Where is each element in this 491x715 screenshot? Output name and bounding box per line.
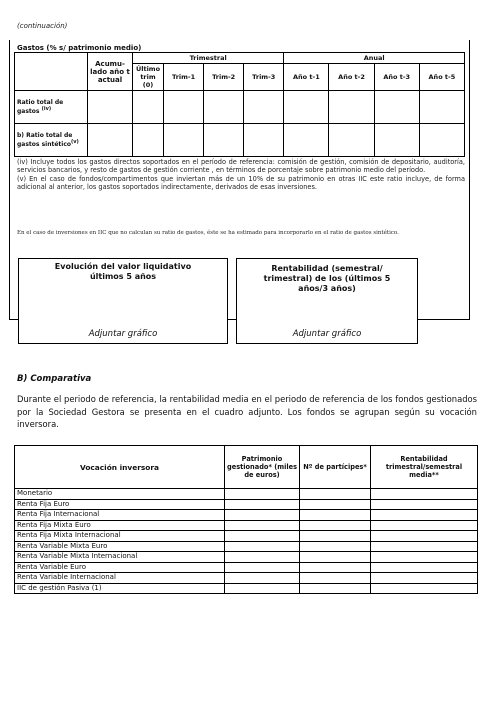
- expenses-title: Gastos (% s/ patrimonio medio): [17, 44, 142, 52]
- section-paragraph: Durante el periodo de referencia, la rentabilidad media en el periodo de referencia de los fondos gestionados por la Sociedad Gestora se presenta en el cuadro adjunto. Los fondos se agrupan según su vocación inversora.: [17, 394, 477, 429]
- table-row: Renta Fija Mixta Internacional: [15, 531, 478, 542]
- table-row: Renta Fija Internacional: [15, 510, 478, 521]
- note-v: (v) En el caso de fondos/compartimentos que inviertan más de un 10% de su patrimonio en otras IIC este ratio incluye, de forma adicional al anterior, los gastos soportados indirectamente, derivados de esas inversiones.: [17, 174, 465, 192]
- table-row: Renta Variable Mixta Internacional: [15, 552, 478, 563]
- note-iic: En el caso de inversiones en IIC que no calculan su ratio de gastos, éste se ha estimado para incorporarlo en el ratio de gastos sintético.: [17, 230, 399, 236]
- table-row: [15, 124, 465, 157]
- header-trim-2: Trim-2: [204, 64, 244, 91]
- table-row: Renta Variable Euro: [15, 562, 478, 573]
- col-participes: Nº de partícipes*: [300, 446, 371, 489]
- attach-chart-label: Adjuntar gráfico: [88, 329, 158, 339]
- header-year-1: Año t-1: [284, 64, 329, 91]
- notes-block: [17, 158, 465, 192]
- chart-box-value-title: Evolución del valor liquidativo últimos 5 años: [54, 262, 192, 281]
- header-blank: [15, 53, 88, 91]
- table-row: Monetario: [15, 489, 478, 500]
- note-iv: (iv) Incluye todos los gastos directos soportados en el período de referencia: comisión de gestión, comisión de depositario, auditoría, servicios bancarios, y resto de gastos de gestión corriente , en términos de porcentaje sobre patrimonio medio del período.: [17, 158, 465, 175]
- header-year-2: Año t-2: [329, 64, 374, 91]
- chart-box-return: [236, 258, 418, 344]
- table-row: Renta Fija Euro: [15, 499, 478, 510]
- header-trim-3: Trim-3: [244, 64, 284, 91]
- table-row: [15, 91, 465, 124]
- col-vocation: Vocación inversora: [15, 446, 225, 489]
- header-year-5: Año t-5: [419, 64, 464, 91]
- row-label-total: Ratio total de gastos $^{(iv)}$: [15, 91, 88, 124]
- header-anual: Anual: [284, 53, 465, 64]
- header-acumulado: Acumu-lado año t actual: [88, 53, 133, 91]
- header-trimestral: Trimestral: [133, 53, 284, 64]
- expenses-table: [14, 52, 465, 157]
- col-patrimonio: Patrimonio gestionado* (miles de euros): [225, 446, 300, 489]
- header-year-3: Año t-3: [374, 64, 419, 91]
- header-trim-0: Último trim (0): [133, 64, 164, 91]
- chart-box-value: [18, 258, 228, 344]
- table-row: Renta Fija Mixta Euro: [15, 520, 478, 531]
- continuation-label: (continuación): [17, 22, 68, 30]
- attach-chart-label: Adjuntar gráfico: [292, 329, 362, 339]
- row-label-synthetic: b) Ratio total de gastos sintético$^{(v)}$: [15, 124, 88, 157]
- table-row: Renta Variable Mixta Euro: [15, 541, 478, 552]
- vocation-table: [14, 445, 478, 594]
- col-rentabilidad: Rentabilidad trimestral/semestral media**: [371, 446, 478, 489]
- chart-box-return-title: Rentabilidad (semestral/ trimestral) de los (últimos 5 años/3 años): [263, 264, 391, 293]
- header-trim-1: Trim-1: [164, 64, 204, 91]
- table-row: Renta Variable Internacional: [15, 573, 478, 584]
- table-row: IIC de gestión Pasiva (1): [15, 583, 478, 594]
- section-title: B) Comparativa: [17, 374, 92, 384]
